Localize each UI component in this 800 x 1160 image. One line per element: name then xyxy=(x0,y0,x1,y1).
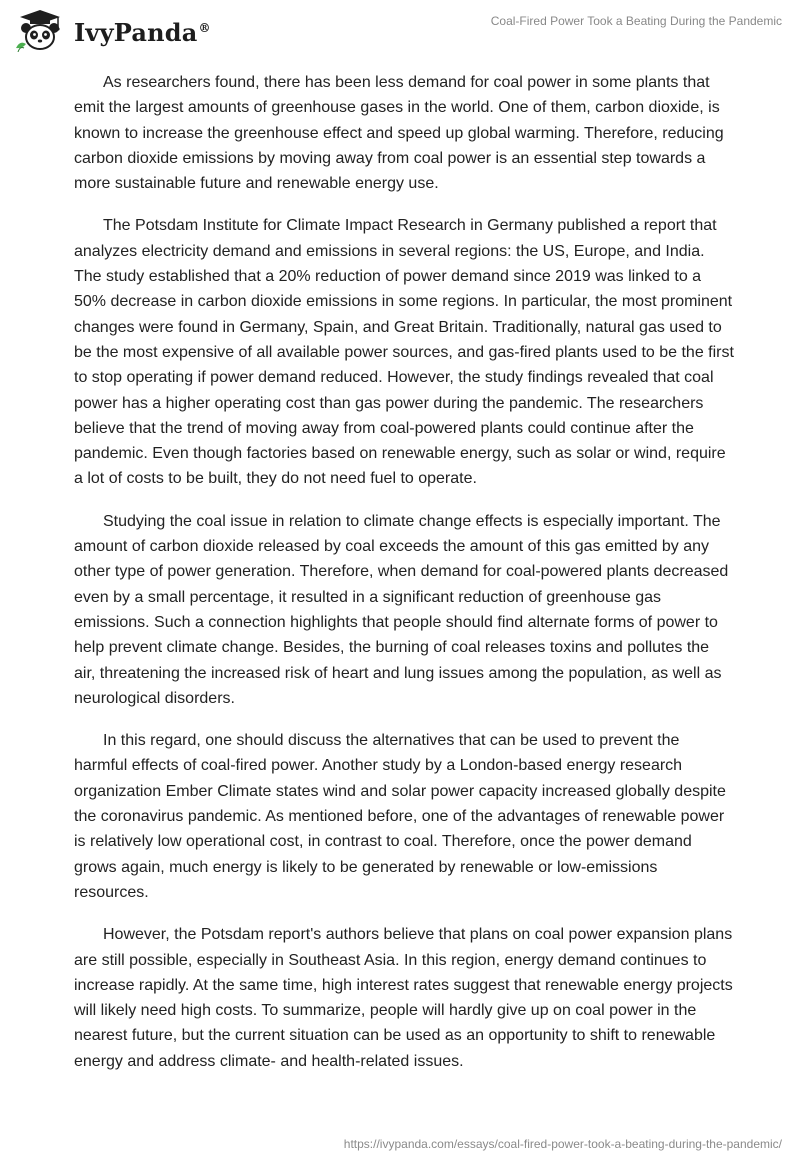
paragraph: Studying the coal issue in relation to climate change effects is especially important. The amount of carbon dioxide released by coal exceeds the amount of this gas emitted by any other type of power generation. Therefore, when demand for coal-powered plants decreased even by a small percentage, it resulted in a significant reduction of greenhouse gas emissions. Such a connection highlights that people should find alternate forms of power to help prevent climate change. Besides, the burning of coal releases toxins and pollutes the air, threatening the increased risk of heart and lung issues among the population, as well as neurological disorders. xyxy=(74,512,729,707)
brand-logo[interactable] xyxy=(14,8,211,52)
paragraph: However, the Potsdam report's authors believe that plans on coal power expansion plans are still possible, especially in Southeast Asia. In this region, energy demand continues to increase rapidly. At the same time, high interest rates suggest that renewable energy projects will likely need high costs. To summarize, people will hardly give up on coal power in the nearest future, but the current situation can be used as an opportunity to shift to renewable energy and address climate- and health-related issues. xyxy=(74,926,733,1070)
paragraph: In this regard, one should discuss the alternatives that can be used to prevent the harmful effects of coal-fired power. Another study by a London-based energy research organization Ember Climate states wind and solar power capacity increased globally despite the coronavirus pandemic. As mentioned before, one of the advantages of renewable power is relatively low operational cost, in contrast to coal. Therefore, once the power demand grows again, much energy is likely to be generated by renewable or low-emissions resources. xyxy=(74,732,726,901)
paragraph: As researchers found, there has been less demand for coal power in some plants that emit the largest amounts of greenhouse gases in the world. One of them, carbon dioxide, is known to increase the greenhouse effect and speed up global warming. Therefore, reducing carbon dioxide emissions by moving away from coal power is an essential step towards a more sustainable future and renewable energy use. xyxy=(74,74,724,193)
source-url-link[interactable]: https://ivypanda.com/essays/coal-fired-power-took-a-beating-during-the-pandemic/ xyxy=(343,1137,782,1151)
page-header xyxy=(0,0,800,62)
panda-graduate-icon xyxy=(14,8,66,52)
brand-name: IvyPanda® xyxy=(74,17,211,47)
paragraph: The Potsdam Institute for Climate Impact Research in Germany published a report that analyzes electricity demand and emissions in several regions: the US, Europe, and India. The study established that a 20% reduction of power demand since 2019 was linked to a 50% decrease in carbon dioxide emissions in some regions. In particular, the most prominent changes were found in Germany, Spain, and Great Britain. Traditionally, natural gas used to be the most expensive of all available power sources, and gas-fired plants used to be the first to stop operating if power demand reduced. However, the study findings revealed that coal power has a higher operating cost than gas power during the pandemic. The researchers believe that the trend of moving away from coal-powered plants could continue after the pandemic. Even though factories based on renewable energy, such as solar or wind, require a lot of costs to be built, they do not need fuel to operate. xyxy=(74,217,734,488)
essay-body xyxy=(74,70,734,1091)
page-title: Coal-Fired Power Took a Beating During the Pandemic xyxy=(490,14,782,28)
